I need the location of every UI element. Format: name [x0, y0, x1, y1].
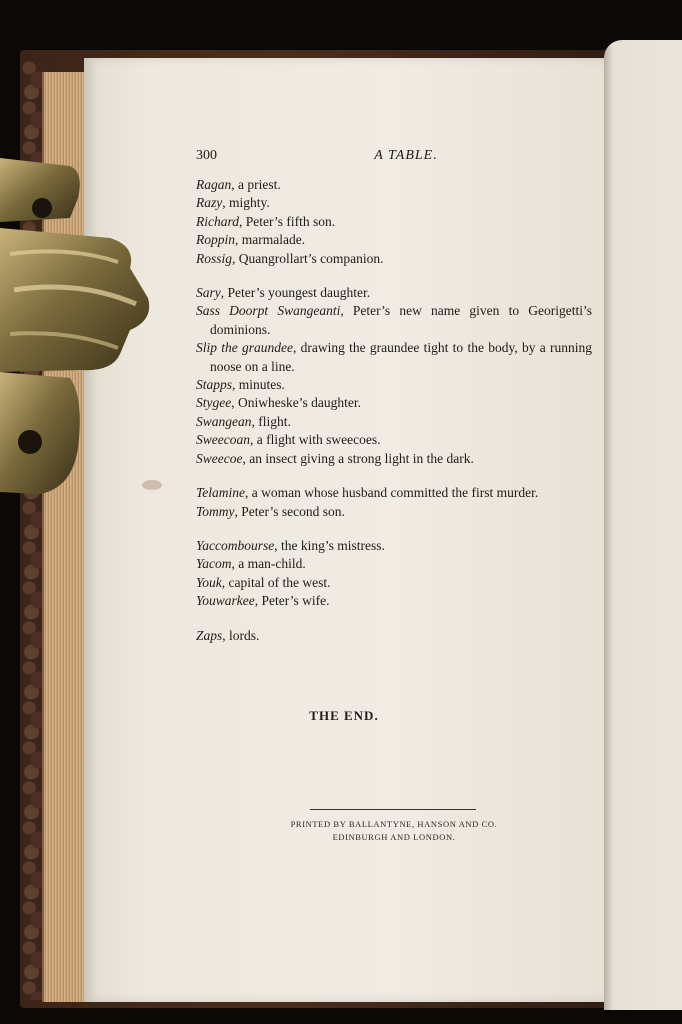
entry-definition: , a man-child.	[231, 556, 306, 572]
entry-group	[196, 284, 592, 468]
brass-clasp-icon	[0, 158, 150, 498]
entry-definition: , Peter’s second son.	[234, 503, 345, 519]
entry-group	[196, 176, 592, 268]
glossary-entry	[196, 484, 592, 502]
page-header	[196, 148, 592, 170]
glossary-entry	[196, 302, 592, 339]
glossary-entry	[196, 627, 592, 645]
entry-definition: , marmalade.	[235, 232, 306, 248]
entry-term: Razy	[196, 195, 223, 211]
glossary-entry	[196, 339, 592, 376]
glossary-entry	[196, 176, 592, 194]
entry-term: Youwarkee	[196, 593, 255, 609]
entry-term: Rossig	[196, 250, 233, 266]
entry-definition: , capital of the west.	[221, 574, 331, 590]
glossary-entry	[196, 250, 592, 268]
glossary-entry	[196, 555, 592, 573]
entry-term: Youk	[196, 574, 222, 590]
entry-definition: , Oniwheske’s daughter.	[231, 395, 361, 411]
entry-definition: , lords.	[222, 627, 260, 643]
entry-definition: , mighty.	[222, 195, 270, 211]
glossary-text	[196, 148, 592, 661]
entry-term: Stapps	[196, 377, 233, 393]
entry-group	[196, 627, 592, 645]
glossary-entry	[196, 376, 592, 394]
entry-term: Zaps	[196, 627, 223, 643]
entry-definition: , Peter’s youngest daughter.	[220, 285, 371, 301]
entry-definition: , a priest.	[231, 177, 281, 192]
entry-term: Telamine	[196, 485, 246, 501]
entry-term: Swangean	[196, 413, 252, 429]
page-number: 300	[196, 148, 217, 163]
glossary-entry	[196, 284, 592, 302]
glossary-entry	[196, 537, 592, 555]
entry-term: Sass Doorpt Swangeanti	[196, 303, 341, 319]
entry-term: Tommy	[196, 503, 235, 519]
printer-imprint	[254, 818, 534, 844]
entry-term: Sweecoe	[196, 450, 243, 466]
entry-term: Roppin	[196, 232, 235, 248]
entry-definition: , an insect giving a strong light in the dark.	[242, 450, 474, 466]
entry-definition: , Peter’s wife.	[254, 593, 330, 609]
glossary-entry	[196, 194, 592, 212]
entry-term: Yaccombourse	[196, 537, 275, 553]
glossary-entry	[196, 213, 592, 231]
glossary-entry	[196, 231, 592, 249]
glossary-entry	[196, 431, 592, 449]
entry-term: Ragan	[196, 177, 232, 192]
entry-group	[196, 484, 592, 521]
imprint-line-1: PRINTED BY BALLANTYNE, HANSON AND CO.	[290, 819, 498, 829]
glossary-entry	[196, 450, 592, 468]
entry-definition: , Peter’s fifth son.	[239, 213, 336, 229]
entry-term: Richard	[196, 213, 239, 229]
entry-term: Yacom	[196, 556, 232, 572]
entry-definition: , drawing the graundee tight to the body, by a running noose on a line.	[210, 340, 592, 374]
entry-definition: , the king’s mistress.	[274, 537, 385, 553]
facing-page	[604, 40, 682, 1010]
glossary-entries	[196, 176, 592, 645]
entry-term: Stygee	[196, 395, 232, 411]
entry-definition: , flight.	[251, 413, 291, 429]
imprint-rule	[310, 809, 476, 810]
entry-definition: , a woman whose husband committed the first murder.	[245, 485, 539, 501]
imprint-line-2: EDINBURGH AND LONDON.	[332, 832, 456, 842]
glossary-entry	[196, 413, 592, 431]
glossary-entry	[196, 503, 592, 521]
glossary-entry	[196, 592, 592, 610]
running-head: A TABLE.	[374, 148, 438, 163]
the-end-text: THE END.	[309, 708, 379, 723]
entry-definition: , Quangrollart’s companion.	[232, 250, 384, 266]
entry-definition: , Peter’s new name given to Georigetti’s dominions.	[210, 303, 593, 337]
entry-definition: , a flight with sweecoes.	[249, 432, 381, 448]
entry-term: Slip the graundee	[196, 340, 294, 356]
entry-definition: , minutes.	[232, 377, 285, 393]
glossary-entry	[196, 574, 592, 592]
entry-group	[196, 537, 592, 611]
entry-term: Sary	[196, 285, 221, 301]
entry-term: Sweecoan	[196, 432, 250, 448]
glossary-entry	[196, 394, 592, 412]
